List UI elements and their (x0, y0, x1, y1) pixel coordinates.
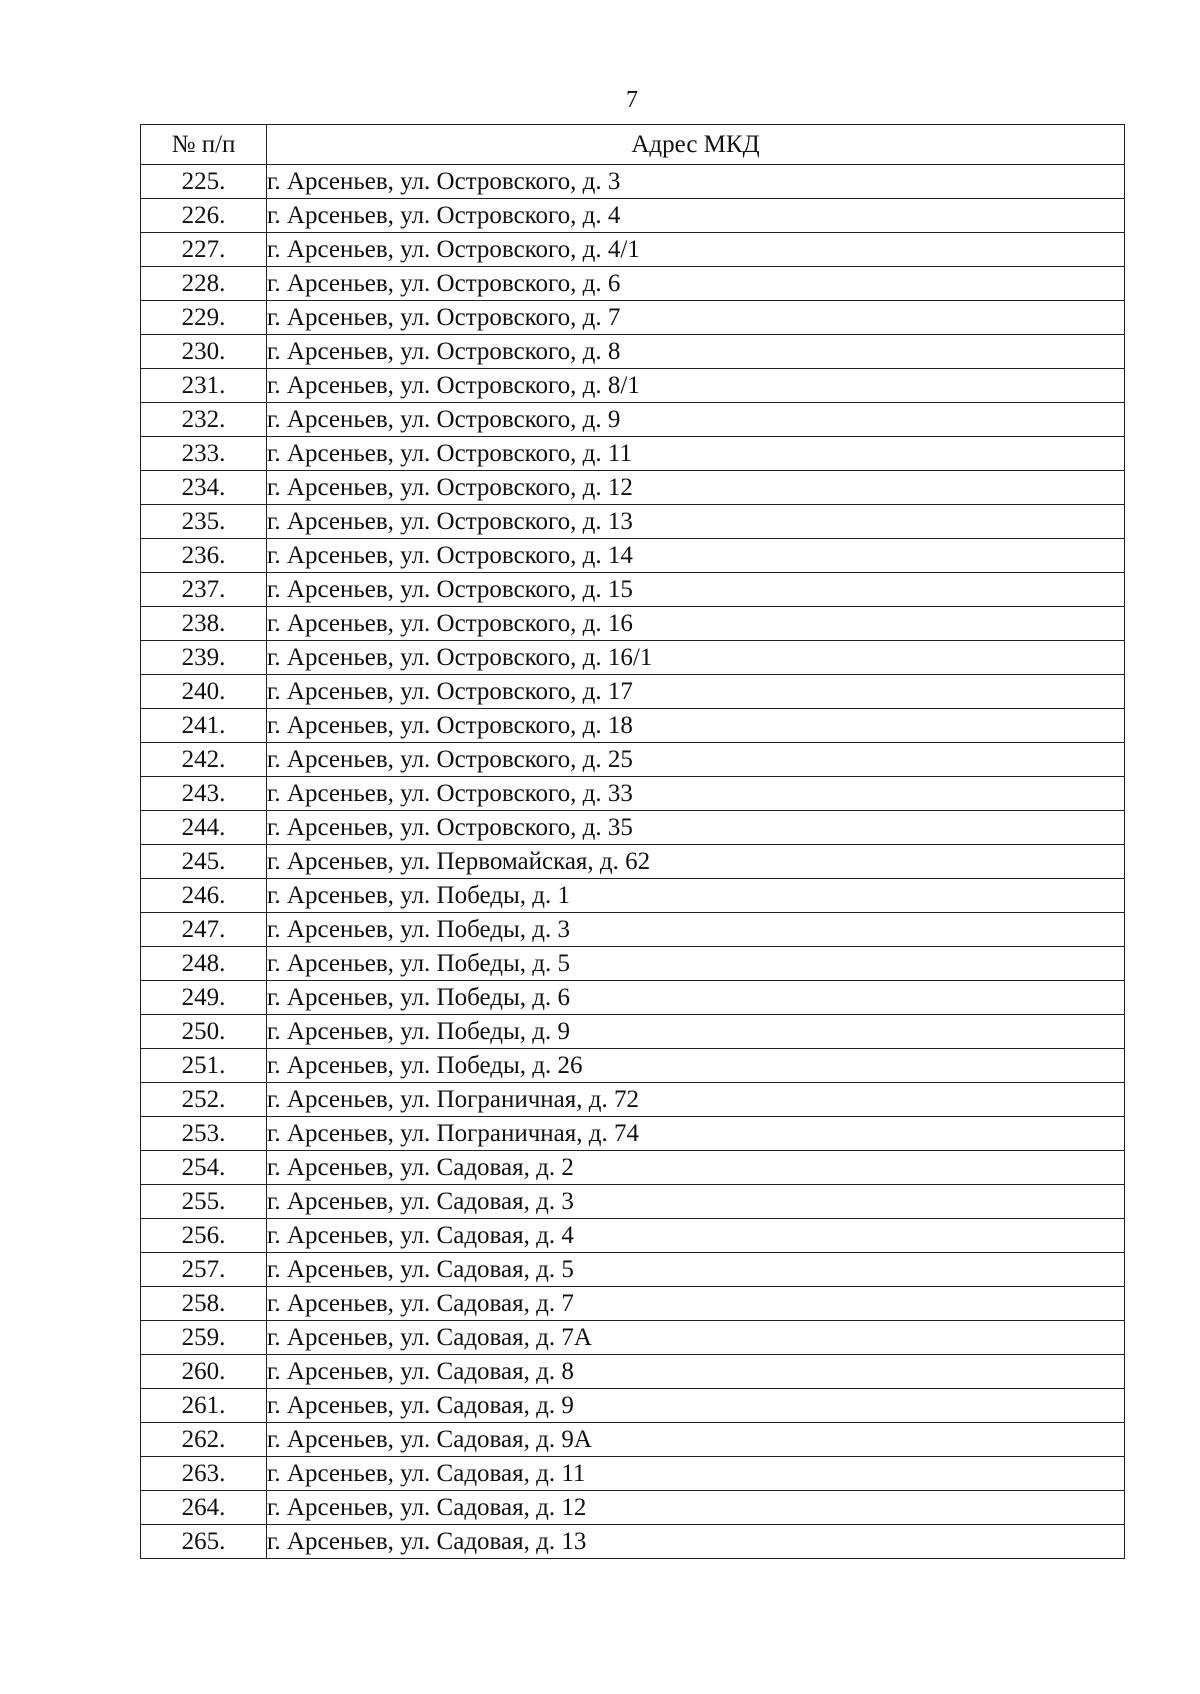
table-row (141, 165, 1125, 199)
row-number-cell: 256. (141, 1219, 267, 1253)
column-header-address: Адрес МКД (267, 125, 1125, 165)
address-cell: г. Арсеньев, ул. Садовая, д. 4 (267, 1219, 1125, 1253)
table-row (141, 233, 1125, 267)
table-row (141, 1355, 1125, 1389)
row-number-cell: 255. (141, 1185, 267, 1219)
table-row (141, 471, 1125, 505)
row-number-cell: 243. (141, 777, 267, 811)
table-row (141, 1321, 1125, 1355)
row-number-cell: 262. (141, 1423, 267, 1457)
row-number-cell: 261. (141, 1389, 267, 1423)
address-cell: г. Арсеньев, ул. Победы, д. 6 (267, 981, 1125, 1015)
row-number-cell: 227. (141, 233, 267, 267)
address-cell: г. Арсеньев, ул. Победы, д. 26 (267, 1049, 1125, 1083)
address-cell: г. Арсеньев, ул. Победы, д. 9 (267, 1015, 1125, 1049)
row-number-cell: 239. (141, 641, 267, 675)
row-number-cell: 251. (141, 1049, 267, 1083)
table-row (141, 777, 1125, 811)
row-number-cell: 246. (141, 879, 267, 913)
row-number-cell: 252. (141, 1083, 267, 1117)
address-cell: г. Арсеньев, ул. Островского, д. 6 (267, 267, 1125, 301)
row-number-cell: 230. (141, 335, 267, 369)
row-number-cell: 247. (141, 913, 267, 947)
table-row (141, 437, 1125, 471)
address-cell: г. Арсеньев, ул. Островского, д. 13 (267, 505, 1125, 539)
row-number-cell: 253. (141, 1117, 267, 1151)
address-cell: г. Арсеньев, ул. Пограничная, д. 74 (267, 1117, 1125, 1151)
address-cell: г. Арсеньев, ул. Островского, д. 8/1 (267, 369, 1125, 403)
address-cell: г. Арсеньев, ул. Островского, д. 14 (267, 539, 1125, 573)
row-number-cell: 242. (141, 743, 267, 777)
address-cell: г. Арсеньев, ул. Островского, д. 25 (267, 743, 1125, 777)
table-row (141, 1049, 1125, 1083)
address-cell: г. Арсеньев, ул. Островского, д. 18 (267, 709, 1125, 743)
row-number-cell: 236. (141, 539, 267, 573)
row-number-cell: 229. (141, 301, 267, 335)
row-number-cell: 225. (141, 165, 267, 199)
address-cell: г. Арсеньев, ул. Первомайская, д. 62 (267, 845, 1125, 879)
row-number-cell: 249. (141, 981, 267, 1015)
address-cell: г. Арсеньев, ул. Островского, д. 16 (267, 607, 1125, 641)
table-row (141, 709, 1125, 743)
address-cell: г. Арсеньев, ул. Островского, д. 8 (267, 335, 1125, 369)
table-row (141, 947, 1125, 981)
address-cell: г. Арсеньев, ул. Островского, д. 7 (267, 301, 1125, 335)
row-number-cell: 233. (141, 437, 267, 471)
table-row (141, 1287, 1125, 1321)
row-number-cell: 245. (141, 845, 267, 879)
address-cell: г. Арсеньев, ул. Победы, д. 3 (267, 913, 1125, 947)
address-cell: г. Арсеньев, ул. Островского, д. 33 (267, 777, 1125, 811)
address-cell: г. Арсеньев, ул. Островского, д. 4 (267, 199, 1125, 233)
address-cell: г. Арсеньев, ул. Садовая, д. 7 (267, 1287, 1125, 1321)
table-row (141, 403, 1125, 437)
row-number-cell: 260. (141, 1355, 267, 1389)
table-row (141, 369, 1125, 403)
table-row (141, 1219, 1125, 1253)
table-row (141, 743, 1125, 777)
table-row (141, 1457, 1125, 1491)
table-row (141, 1151, 1125, 1185)
address-cell: г. Арсеньев, ул. Садовая, д. 13 (267, 1525, 1125, 1559)
address-cell: г. Арсеньев, ул. Островского, д. 12 (267, 471, 1125, 505)
row-number-cell: 228. (141, 267, 267, 301)
row-number-cell: 238. (141, 607, 267, 641)
row-number-cell: 257. (141, 1253, 267, 1287)
address-cell: г. Арсеньев, ул. Пограничная, д. 72 (267, 1083, 1125, 1117)
table-row (141, 1525, 1125, 1559)
row-number-cell: 264. (141, 1491, 267, 1525)
table-row (141, 879, 1125, 913)
table-row (141, 845, 1125, 879)
row-number-cell: 254. (141, 1151, 267, 1185)
table-row (141, 1083, 1125, 1117)
table-row (141, 335, 1125, 369)
table-row (141, 505, 1125, 539)
row-number-cell: 231. (141, 369, 267, 403)
row-number-cell: 241. (141, 709, 267, 743)
page-number: 7 (626, 87, 638, 113)
address-cell: г. Арсеньев, ул. Победы, д. 5 (267, 947, 1125, 981)
table-row (141, 1389, 1125, 1423)
address-cell: г. Арсеньев, ул. Садовая, д. 12 (267, 1491, 1125, 1525)
address-cell: г. Арсеньев, ул. Садовая, д. 8 (267, 1355, 1125, 1389)
table-row (141, 811, 1125, 845)
table-row (141, 1253, 1125, 1287)
address-table (140, 124, 1125, 1559)
row-number-cell: 240. (141, 675, 267, 709)
row-number-cell: 250. (141, 1015, 267, 1049)
table-row (141, 981, 1125, 1015)
table-row (141, 301, 1125, 335)
row-number-cell: 226. (141, 199, 267, 233)
table-row (141, 573, 1125, 607)
table-row (141, 675, 1125, 709)
table-body (141, 165, 1125, 1559)
address-cell: г. Арсеньев, ул. Садовая, д. 3 (267, 1185, 1125, 1219)
address-cell: г. Арсеньев, ул. Островского, д. 15 (267, 573, 1125, 607)
row-number-cell: 232. (141, 403, 267, 437)
table-row (141, 913, 1125, 947)
row-number-cell: 265. (141, 1525, 267, 1559)
row-number-cell: 258. (141, 1287, 267, 1321)
column-header-number: № п/п (141, 125, 267, 165)
table-header (141, 125, 1125, 165)
row-number-cell: 234. (141, 471, 267, 505)
table-row (141, 1491, 1125, 1525)
address-cell: г. Арсеньев, ул. Садовая, д. 7А (267, 1321, 1125, 1355)
address-cell: г. Арсеньев, ул. Островского, д. 17 (267, 675, 1125, 709)
table-row (141, 267, 1125, 301)
header-row (141, 125, 1125, 165)
row-number-cell: 237. (141, 573, 267, 607)
address-cell: г. Арсеньев, ул. Островского, д. 35 (267, 811, 1125, 845)
table-row (141, 1423, 1125, 1457)
address-cell: г. Арсеньев, ул. Победы, д. 1 (267, 879, 1125, 913)
row-number-cell: 235. (141, 505, 267, 539)
table-row (141, 1185, 1125, 1219)
address-cell: г. Арсеньев, ул. Островского, д. 9 (267, 403, 1125, 437)
address-cell: г. Арсеньев, ул. Садовая, д. 5 (267, 1253, 1125, 1287)
address-cell: г. Арсеньев, ул. Садовая, д. 2 (267, 1151, 1125, 1185)
table-row (141, 607, 1125, 641)
row-number-cell: 248. (141, 947, 267, 981)
address-cell: г. Арсеньев, ул. Садовая, д. 9 (267, 1389, 1125, 1423)
row-number-cell: 244. (141, 811, 267, 845)
address-cell: г. Арсеньев, ул. Островского, д. 16/1 (267, 641, 1125, 675)
address-cell: г. Арсеньев, ул. Островского, д. 4/1 (267, 233, 1125, 267)
address-cell: г. Арсеньев, ул. Садовая, д. 9А (267, 1423, 1125, 1457)
address-cell: г. Арсеньев, ул. Островского, д. 11 (267, 437, 1125, 471)
address-cell: г. Арсеньев, ул. Садовая, д. 11 (267, 1457, 1125, 1491)
address-cell: г. Арсеньев, ул. Островского, д. 3 (267, 165, 1125, 199)
table-row (141, 1117, 1125, 1151)
row-number-cell: 263. (141, 1457, 267, 1491)
table-row (141, 199, 1125, 233)
table-row (141, 539, 1125, 573)
table-row (141, 641, 1125, 675)
row-number-cell: 259. (141, 1321, 267, 1355)
table-row (141, 1015, 1125, 1049)
